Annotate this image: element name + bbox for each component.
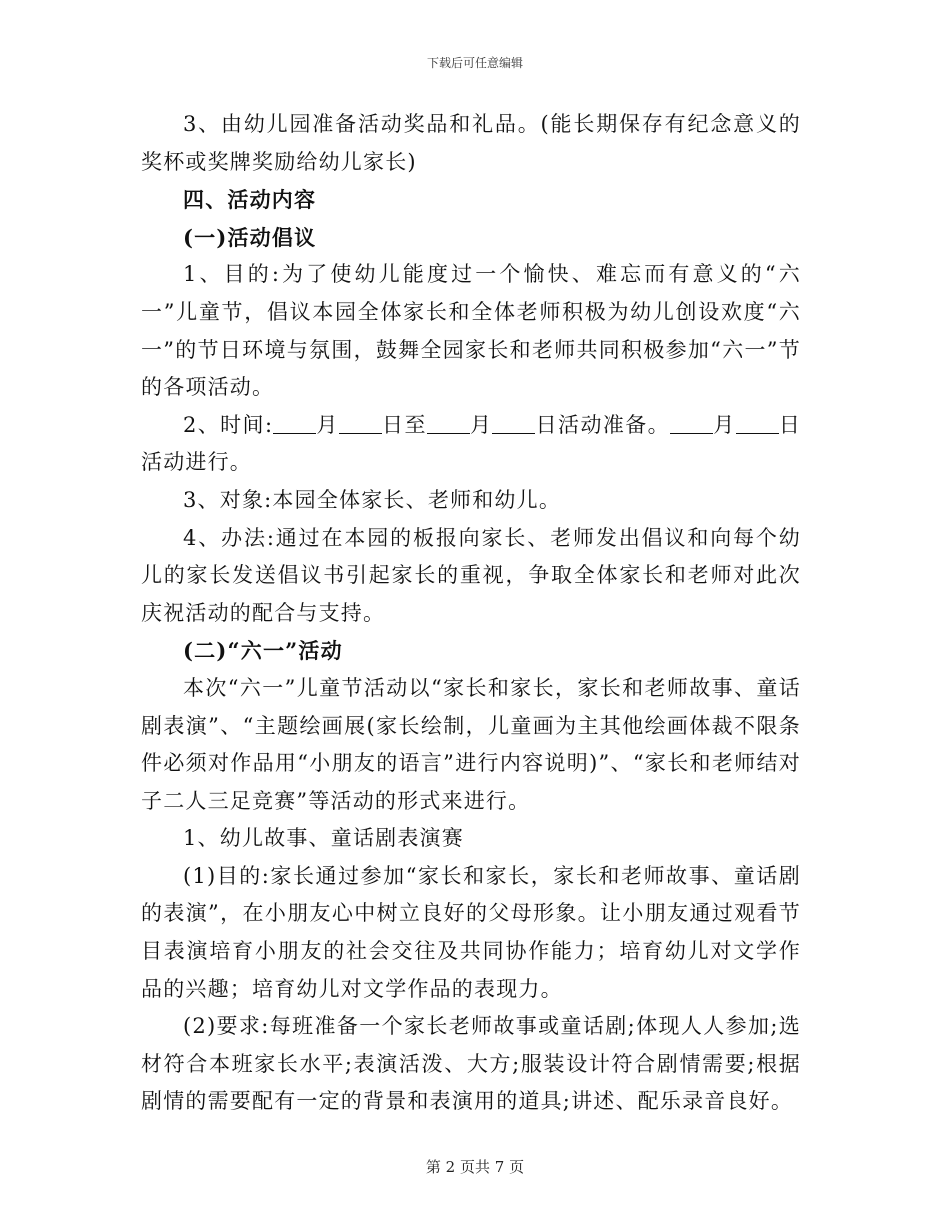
paragraph-requirements: (2)要求:每班准备一个家长老师故事或童话剧;体现人人参加;选材符合本班家长水平;表演活泼、大方;服装设计符合剧情需要;根据剧情的需要配有一定的背景和表演用的道具;讲述、配乐录音良好。: [141, 1014, 801, 1114]
paragraph-time: [141, 407, 801, 482]
paragraph-prizes: 3、由幼儿园准备活动奖品和礼品。(能长期保存有纪念意义的奖杯或奖牌奖励给幼儿家长): [141, 112, 801, 174]
time-month-2: 月: [469, 412, 493, 437]
blank-line: [492, 415, 535, 434]
blank-line: [670, 415, 713, 434]
paragraph-goal: (1)目的:家长通过参加“家长和家长，家长和老师故事、童话剧的表演”，在小朋友心中树立良好的父母形象。让小朋友通过观看节目表演培育小朋友的社会交往及共同协作能力；培育幼儿对文学作品的兴趣；培育幼儿对文学作品的表现力。: [141, 863, 801, 1001]
time-prefix: 2、时间:: [183, 412, 274, 437]
subsection-heading: (一)活动倡议: [183, 224, 317, 250]
paragraph-purpose: 1、目的:为了使幼儿能度过一个愉快、难忘而有意义的“六一”儿童节，倡议本园全体家长和全体老师积极为幼儿创设欢度“六一”的节日环境与氛围，鼓舞全园家长和老师共同积极参加“六一”节的各项活动。: [141, 262, 801, 400]
blank-line: [273, 415, 316, 434]
paragraph-audience: 3、对象:本园全体家长、老师和幼儿。: [183, 487, 562, 512]
blank-line: [736, 415, 779, 434]
paragraph-item-title: 1、幼儿故事、童话剧表演赛: [183, 826, 464, 851]
subsection-heading: (二)“六一”活动: [183, 638, 343, 664]
paragraph-method: 4、办法:通过在本园的板报向家长、老师发出倡议和向每个幼儿的家长发送倡议书引起家长的重视，争取全体家长和老师对此次庆祝活动的配合与支持。: [141, 525, 801, 625]
blank-line: [427, 415, 470, 434]
document-body: [141, 106, 801, 1121]
section-heading: 四、活动内容: [183, 187, 317, 213]
time-day-2: 日活动准备。: [535, 412, 671, 437]
time-day-3: 日活动进行。: [141, 412, 802, 475]
blank-line: [339, 415, 382, 434]
page-footer: 第 2 页共 7 页: [425, 1158, 525, 1176]
time-day-1: 日至: [381, 412, 427, 437]
paragraph-overview: 本次“六一”儿童节活动以“家长和家长，家长和老师故事、童话剧表演”、“主题绘画展(家长绘制，儿童画为主其他绘画体裁不限条件必须对作品用“小朋友的语言”进行内容说明)”、“家长和老师结对子二人三足竞赛”等活动的形式来进行。: [141, 675, 801, 813]
time-month-3: 月: [713, 412, 736, 437]
page-header: 下载后可任意编辑: [426, 56, 523, 70]
time-month-1: 月: [316, 412, 339, 437]
